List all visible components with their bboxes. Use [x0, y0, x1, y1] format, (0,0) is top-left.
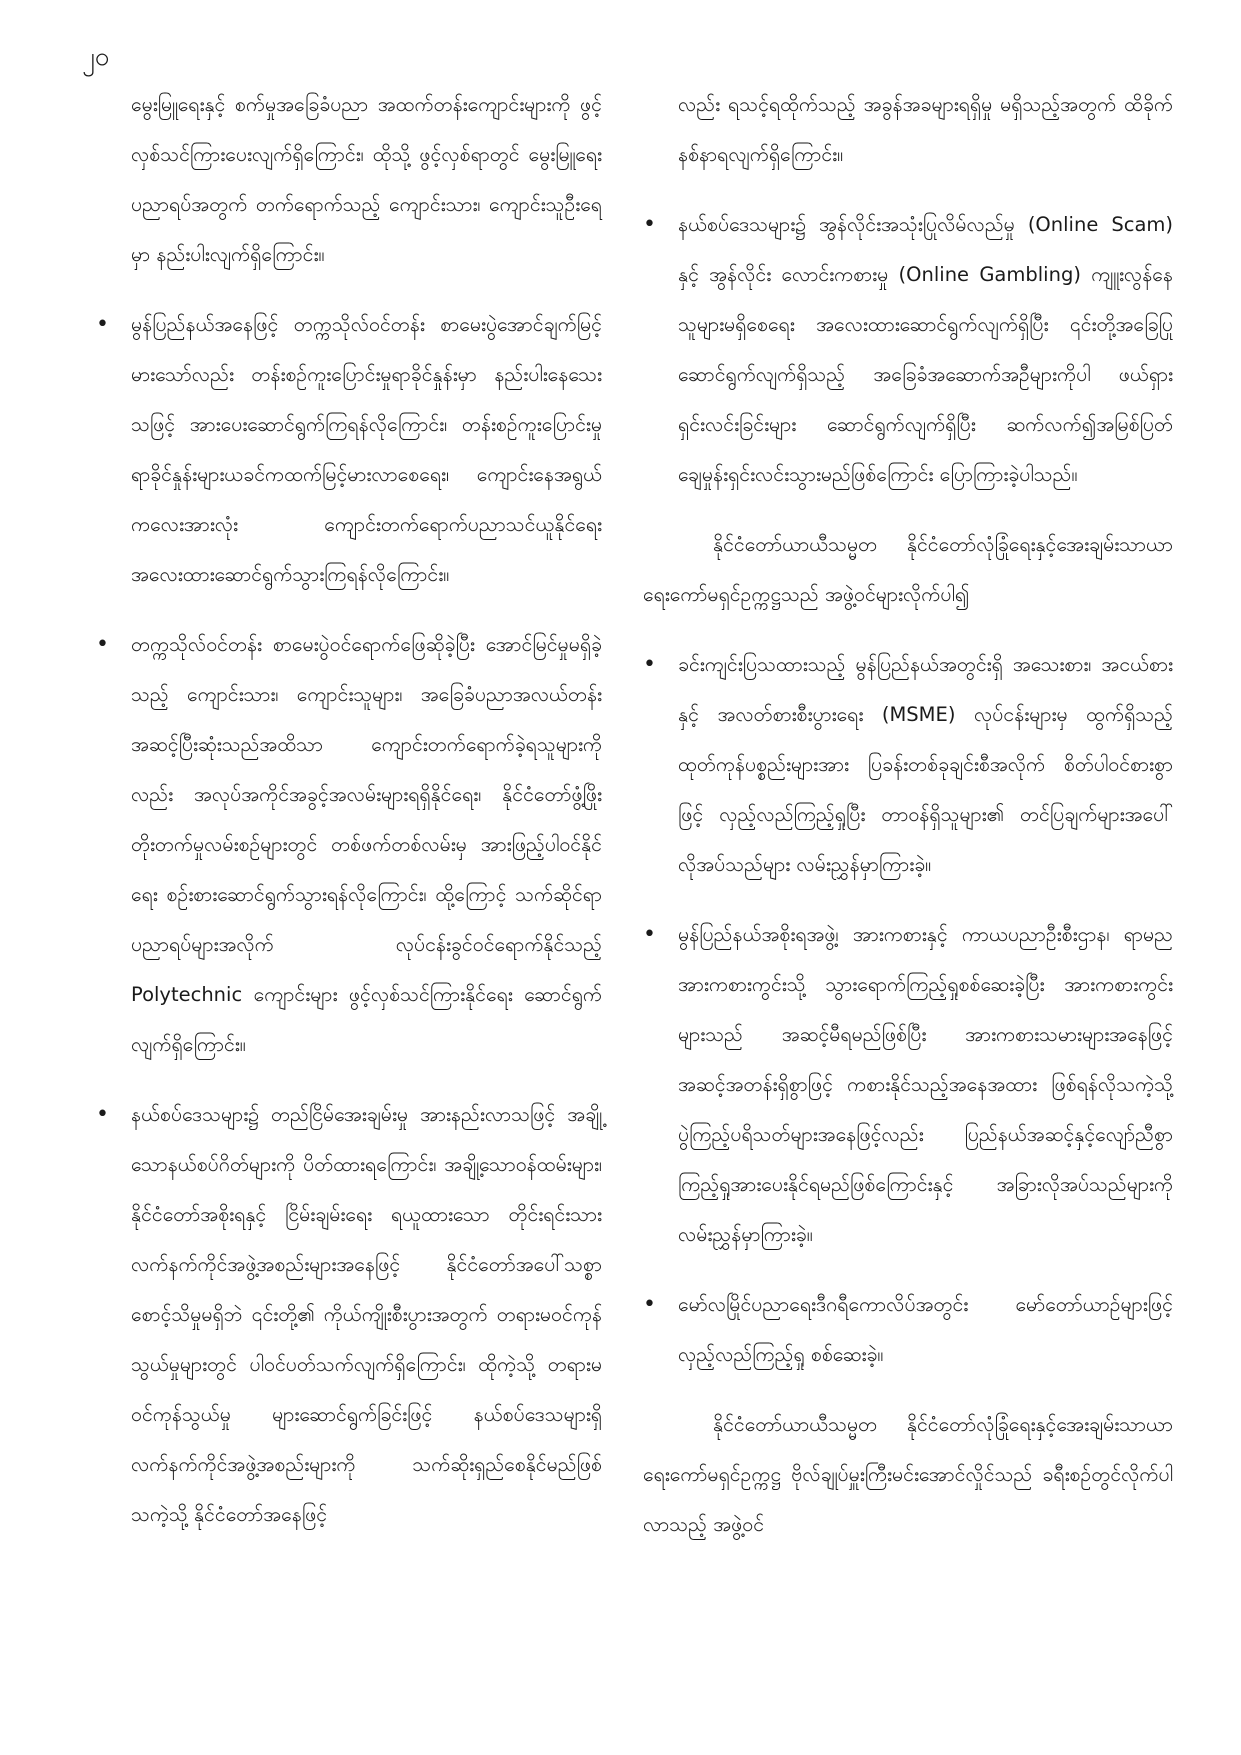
list-item — [643, 1280, 1173, 1380]
list-item-text: မွန်ပြည်နယ်အစိုးရအဖွဲ့၊ အားကစားနှင့် ကာယပညာဦးစီးဌာန၊ ရာမညအားကစားကွင်းသို့ သွားရောက်ကြည့်ရှုစစ်ဆေးခဲ့ပြီး အားကစားကွင်းများသည် အဆင့်မီရမည်ဖြစ်ပြီး အားကစားသမားများအနေဖြင့် အဆင့်အတန်းရှိစွာဖြင့် ကစားနိုင်သည့်အနေအထား ဖြစ်ရန်လိုသကဲ့သို့ ပွဲကြည့်ပရိသတ်များအနေဖြင့်လည်း ပြည်နယ်အဆင့်နှင့်လျော်ညီစွာ ကြည့်ရှုအားပေးနိုင်ရမည်ဖြစ်ကြောင်းနှင့် အခြားလိုအပ်သည်များကို လမ်းညွှန်မှာကြားခဲ့။ — [678, 923, 1173, 1246]
bullet-icon: • — [643, 652, 656, 677]
list-item-text: မွန်ပြည်နယ်အနေဖြင့် တက္ကသိုလ်ဝင်တန်း စာမေးပွဲအောင်ချက်မြင့်မားသော်လည်း တန်းစဉ်ကူးပြောင်းမှုရာခိုင်နှုန်းမှာ နည်းပါးနေသေးသဖြင့် အားပေးဆောင်ရွက်ကြရန်လိုကြောင်း၊ တန်းစဉ်ကူးပြောင်းမှု ရာခိုင်နှုန်းများယခင်ကထက်မြင့်မားလာစေရေး၊ ကျောင်းနေအရွယ်ကလေးအားလုံး ကျောင်းတက်ရောက်ပညာသင်ယူနိုင်ရေး အလေးထားဆောင်ရွက်သွားကြရန်လိုကြောင်း။ — [131, 313, 602, 586]
bullet-icon: • — [643, 922, 656, 947]
bullet-icon: • — [96, 632, 109, 657]
bullet-icon: • — [96, 312, 109, 337]
list-item — [643, 200, 1173, 500]
left-column — [96, 80, 602, 1560]
list-item — [96, 620, 602, 1070]
list-item — [643, 910, 1173, 1260]
right-column — [643, 80, 1173, 1570]
body-paragraph: နိုင်ငံတော်ယာယီသမ္မတ နိုင်ငံတော်လုံခြုံရေးနှင့်အေးချမ်းသာယာရေးကော်မရှင်ဥက္ကဋ္ဌ ဗိုလ်ချုပ်မှူးကြီးမင်းအောင်လှိုင်သည် ခရီးစဉ်တွင်လိုက်ပါလာသည့် အဖွဲ့ဝင် — [643, 1413, 1173, 1536]
left-continuation-text: မွေးမြူရေးနှင့် စက်မှုအခြေခံပညာ အထက်တန်းကျောင်းများကို ဖွင့်လှစ်သင်ကြားပေးလျက်ရှိကြောင်း၊ ထိုသို့ ဖွင့်လှစ်ရာတွင် မွေးမြူရေးပညာရပ်အတွက် တက်ရောက်သည့် ကျောင်းသား၊ ကျောင်းသူဦးရေမှာ နည်းပါးလျက်ရှိကြောင်း။ — [131, 93, 602, 266]
bullet-icon: • — [643, 1292, 656, 1317]
list-item-text: နယ်စပ်ဒေသများ၌ အွန်လိုင်းအသုံးပြုလိမ်လည်မှု (Online Scam) နှင့် အွန်လိုင်း လောင်းကစားမှု (Online Gambling) ကျူးလွန်နေသူများမရှိစေရေး အလေးထားဆောင်ရွက်လျက်ရှိပြီး ၎င်းတို့အခြေပြုဆောင်ရွက်လျက်ရှိသည့် အခြေခံအဆောက်အဦများကိုပါ ဖယ်ရှားရှင်းလင်းခြင်းများ ဆောင်ရွက်လျက်ရှိပြီး ဆက်လက်၍အမြစ်ပြတ်ချေမှုန်းရှင်းလင်းသွားမည်ဖြစ်ကြောင်း ပြောကြားခဲ့ပါသည်။ — [678, 213, 1173, 486]
list-item — [643, 640, 1173, 890]
list-item-text: မော်လမြိုင်ပညာရေးဒီဂရီကောလိပ်အတွင်း မော်တော်ယာဉ်များဖြင့်လှည့်လည်ကြည့်ရှု စစ်ဆေးခဲ့။ — [678, 1293, 1173, 1366]
list-item-text: နယ်စပ်ဒေသများ၌ တည်ငြိမ်အေးချမ်းမှု အားနည်းလာသဖြင့် အချို့သောနယ်စပ်ဂိတ်များကို ပိတ်ထားရကြောင်း၊ အချို့သောဝန်ထမ်းများ၊ နိုင်ငံတော်အစိုးရနှင့် ငြိမ်းချမ်းရေး ရယူထားသော တိုင်းရင်းသားလက်နက်ကိုင်အဖွဲ့အစည်းများအနေဖြင့် နိုင်ငံတော်အပေါ်သစ္စာ စောင့်သိမှုမရှိဘဲ ၎င်းတို့၏ ကိုယ်ကျိုးစီးပွားအတွက် တရားမဝင်ကုန်သွယ်မှုများတွင် ပါဝင်ပတ်သက်လျက်ရှိကြောင်း၊ ထိုကဲ့သို့ တရားမဝင်ကုန်သွယ်မှု များဆောင်ရွက်ခြင်းဖြင့် နယ်စပ်ဒေသများရှိ လက်နက်ကိုင်အဖွဲ့အစည်းများကို သက်ဆိုးရှည်စေနိုင်မည်ဖြစ်သကဲ့သို့ နိုင်ငံတော်အနေဖြင့် — [131, 1103, 602, 1526]
list-item — [96, 300, 602, 600]
list-item-text: တက္ကသိုလ်ဝင်တန်း စာမေးပွဲဝင်ရောက်ဖြေဆိုခဲ့ပြီး အောင်မြင်မှုမရှိခဲ့သည့် ကျောင်းသား၊ ကျောင်းသူများ၊ အခြေခံပညာအလယ်တန်းအဆင့်ပြီးဆုံးသည်အထိသာ ကျောင်းတက်ရောက်ခဲ့ရသူများကိုလည်း အလုပ်အကိုင်အခွင့်အလမ်းများရရှိနိုင်ရေး၊ နိုင်ငံတော်ဖွံ့ဖြိုး တိုးတက်မှုလမ်းစဉ်များတွင် တစ်ဖက်တစ်လမ်းမှ အားဖြည့်ပါဝင်နိုင်ရေး စဉ်းစားဆောင်ရွက်သွားရန်လိုကြောင်း၊ ထို့ကြောင့် သက်ဆိုင်ရာပညာရပ်များအလိုက် လုပ်ငန်းခွင်ဝင်ရောက်နိုင်သည့် Polytechnic ကျောင်းများ ဖွင့်လှစ်သင်ကြားနိုင်ရေး ဆောင်ရွက်လျက်ရှိကြောင်း။ — [131, 633, 602, 1056]
right-continuation-text: လည်း ရသင့်ရထိုက်သည့် အခွန်အခများရရှိမှု မရှိသည့်အတွက် ထိခိုက်နစ်နာရလျက်ရှိကြောင်း။ — [678, 93, 1173, 166]
body-paragraph: နိုင်ငံတော်ယာယီသမ္မတ နိုင်ငံတော်လုံခြုံရေးနှင့်အေးချမ်းသာယာရေးကော်မရှင်ဥက္ကဋ္ဌသည် အဖွဲ့ဝင်များလိုက်ပါ၍ — [643, 533, 1173, 606]
bullet-icon: • — [96, 1102, 109, 1127]
page-number: ၂၀ — [82, 42, 110, 72]
list-item-text: ခင်းကျင်းပြသထားသည့် မွန်ပြည်နယ်အတွင်းရှိ အသေးစား၊ အငယ်စားနှင့် အလတ်စားစီးပွားရေး (MSME) လုပ်ငန်းများမှ ထွက်ရှိသည့် ထုတ်ကုန်ပစ္စည်းများအား ပြခန်းတစ်ခုချင်းစီအလိုက် စိတ်ပါဝင်စားစွာဖြင့် လှည့်လည်ကြည့်ရှုပြီး တာဝန်ရှိသူများ၏ တင်ပြချက်များအပေါ် လိုအပ်သည်များ လမ်းညွှန်မှာကြားခဲ့။ — [678, 653, 1173, 876]
bullet-icon: • — [643, 212, 656, 237]
list-item — [96, 1090, 602, 1540]
